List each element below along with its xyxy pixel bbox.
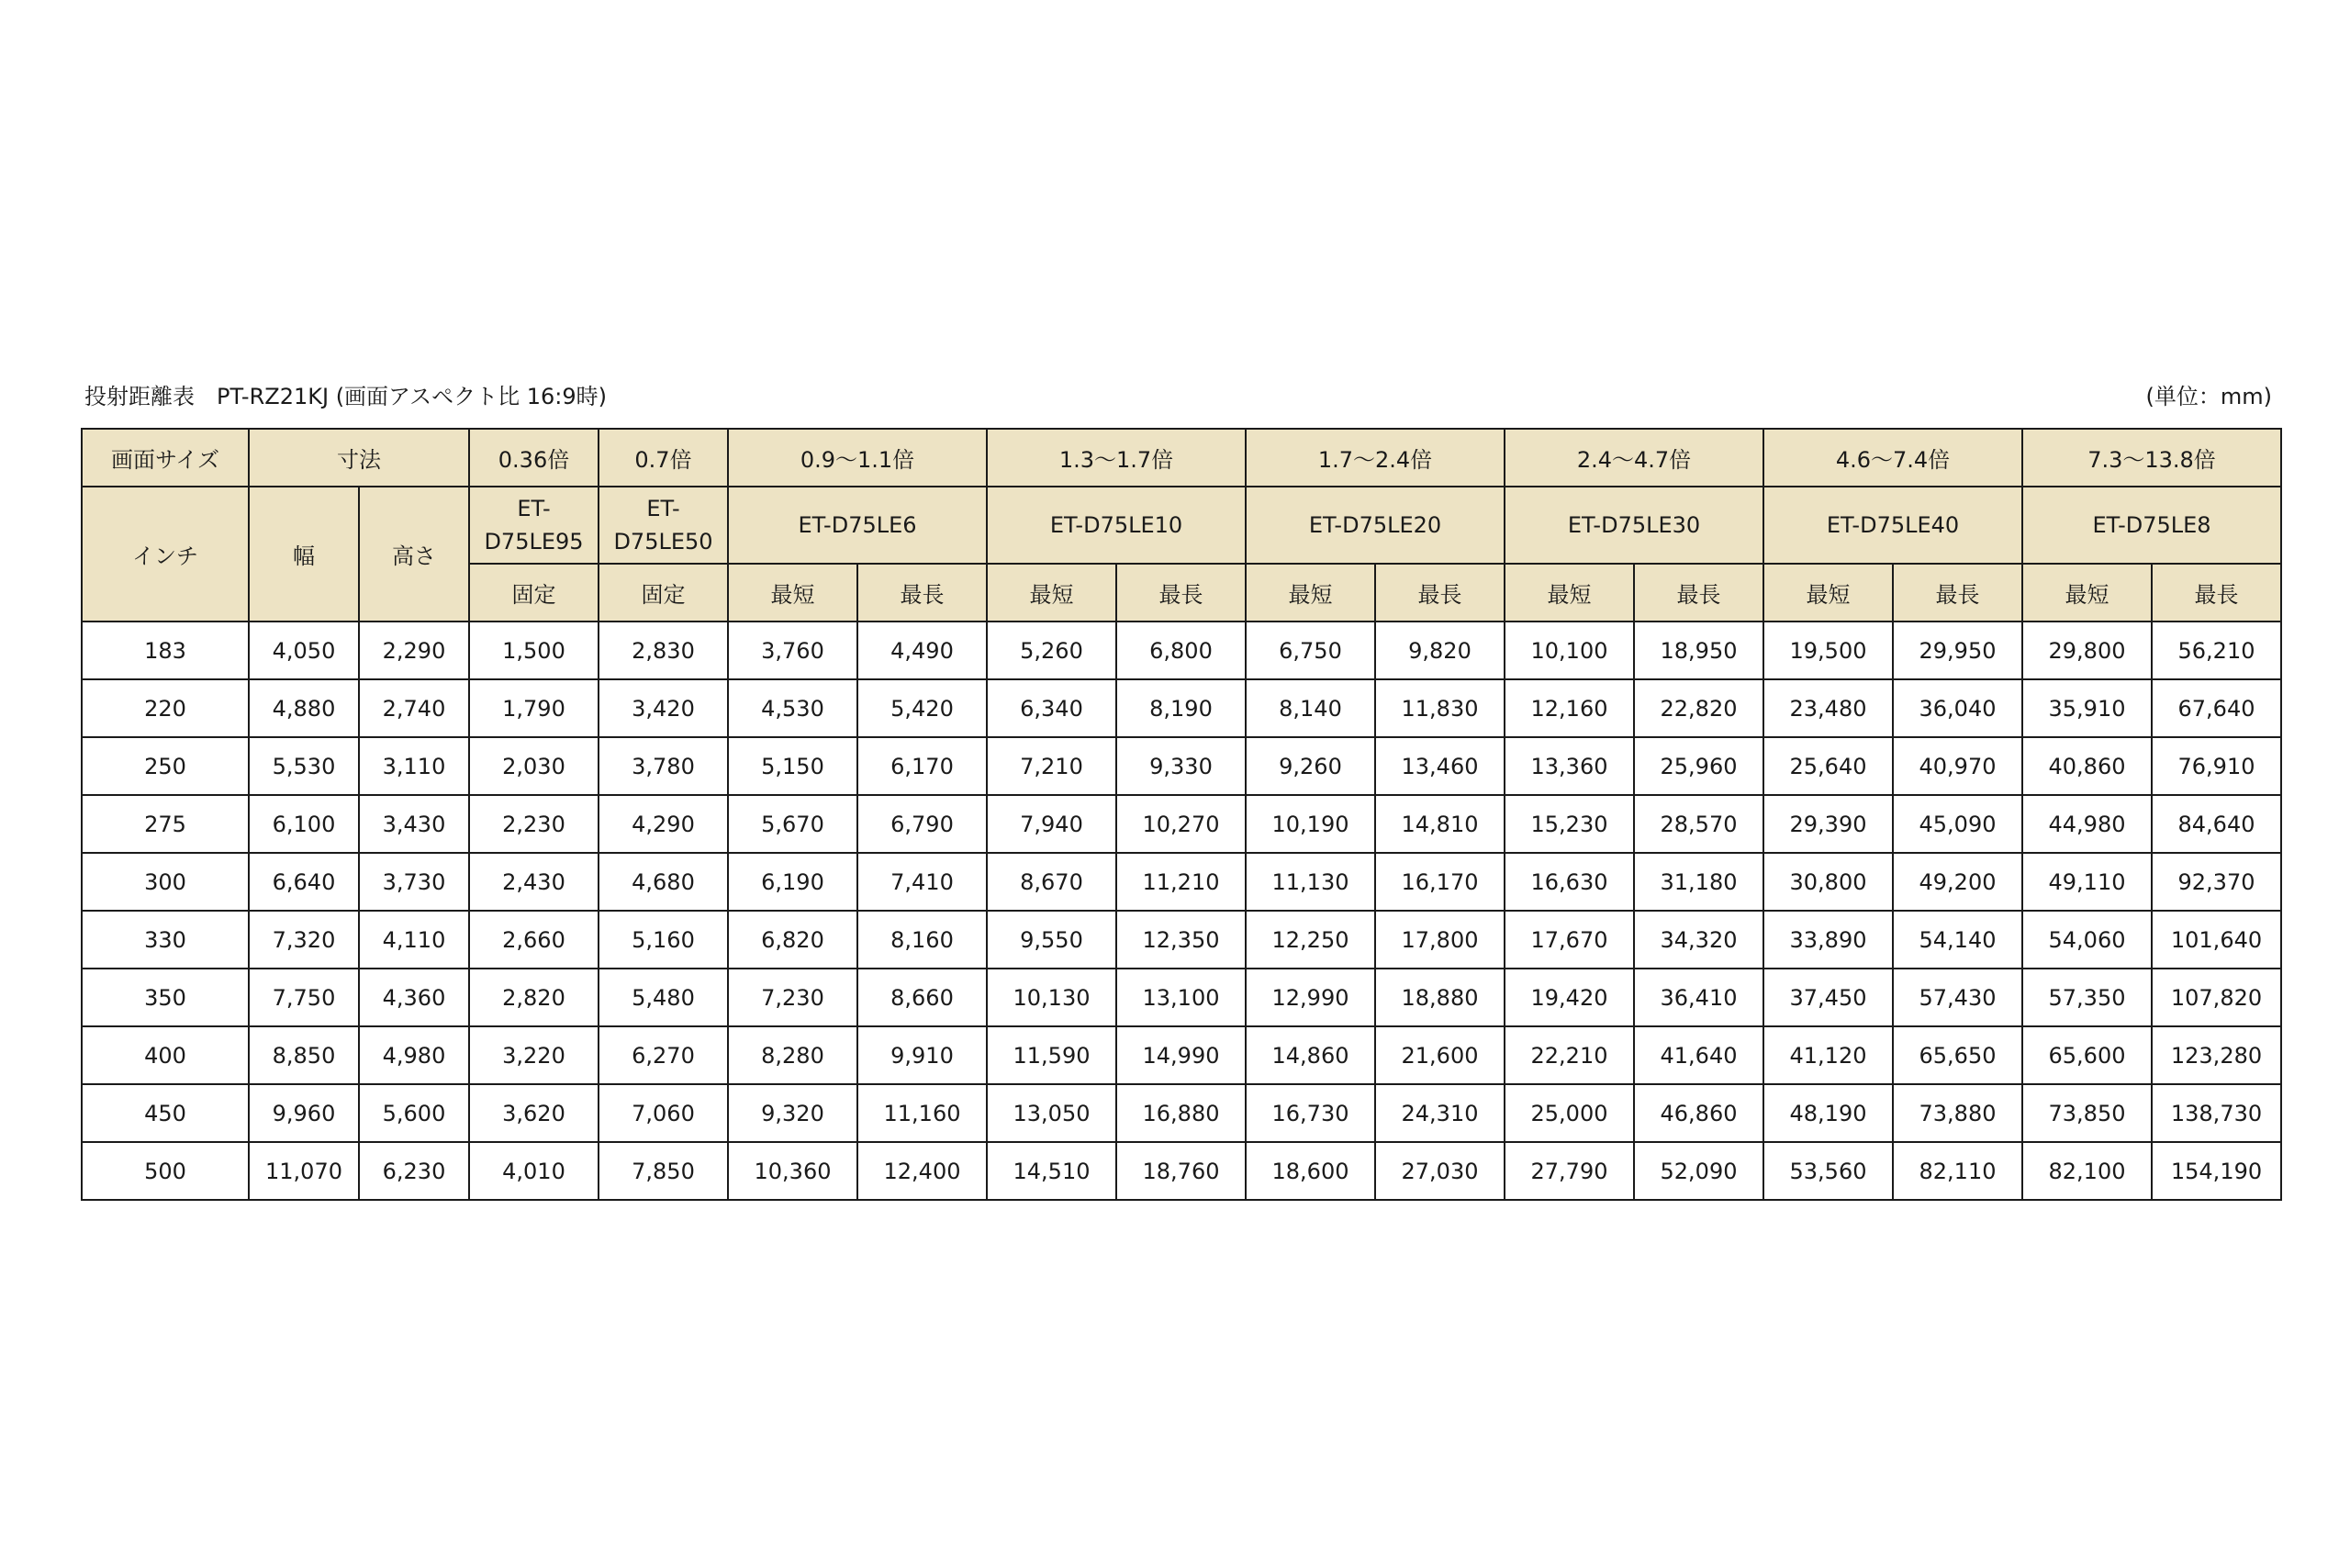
table-cell: 3,220	[469, 1026, 599, 1084]
table-cell: 46,860	[1634, 1084, 1763, 1142]
table-cell: 4,010	[469, 1142, 599, 1200]
header-lens-model: ET-D75LE6	[728, 487, 987, 564]
table-cell: 1,790	[469, 679, 599, 737]
lens-model-line: ET-	[646, 496, 680, 521]
table-cell: 31,180	[1634, 853, 1763, 911]
table-cell: 4,050	[249, 622, 359, 679]
header-longest: 最長	[2152, 564, 2281, 622]
table-cell: 2,030	[469, 737, 599, 795]
table-cell: 2,430	[469, 853, 599, 911]
table-cell: 18,600	[1246, 1142, 1375, 1200]
table-cell: 27,030	[1375, 1142, 1505, 1200]
projection-distance-table	[81, 428, 2282, 1201]
table-cell: 17,670	[1505, 911, 1634, 969]
table-cell: 7,850	[599, 1142, 728, 1200]
table-cell: 92,370	[2152, 853, 2281, 911]
table-row	[82, 1084, 2281, 1142]
table-cell: 3,620	[469, 1084, 599, 1142]
header-shortest: 最短	[1505, 564, 1634, 622]
header-height: 高さ	[359, 487, 469, 622]
table-cell: 5,530	[249, 737, 359, 795]
header-lens-model: ET-D75LE30	[1505, 487, 1763, 564]
table-cell: 3,110	[359, 737, 469, 795]
table-cell: 6,100	[249, 795, 359, 853]
table-cell: 45,090	[1893, 795, 2022, 853]
lens-model-line: ET-	[517, 496, 551, 521]
table-cell: 2,820	[469, 969, 599, 1026]
table-cell: 18,760	[1116, 1142, 1246, 1200]
table-body	[82, 622, 2281, 1200]
header-shortest: 最短	[2022, 564, 2152, 622]
table-cell: 1,500	[469, 622, 599, 679]
header-lens-model: ET-D75LE10	[987, 487, 1246, 564]
table-cell: 4,530	[728, 679, 857, 737]
table-cell: 4,360	[359, 969, 469, 1026]
table-cell: 23,480	[1763, 679, 1893, 737]
table-cell: 11,210	[1116, 853, 1246, 911]
table-cell: 7,410	[857, 853, 987, 911]
table-cell: 10,270	[1116, 795, 1246, 853]
table-cell: 65,600	[2022, 1026, 2152, 1084]
header-ratio: 4.6～7.4倍	[1763, 429, 2022, 487]
table-cell: 14,860	[1246, 1026, 1375, 1084]
table-cell: 3,430	[359, 795, 469, 853]
table-cell: 12,160	[1505, 679, 1634, 737]
table-cell: 13,100	[1116, 969, 1246, 1026]
table-cell: 11,590	[987, 1026, 1116, 1084]
table-cell: 82,110	[1893, 1142, 2022, 1200]
header-ratio: 0.36倍	[469, 429, 599, 487]
table-cell: 40,860	[2022, 737, 2152, 795]
header-longest: 最長	[1375, 564, 1505, 622]
header-ratio: 1.3～1.7倍	[987, 429, 1246, 487]
table-cell: 16,170	[1375, 853, 1505, 911]
table-cell: 57,430	[1893, 969, 2022, 1026]
table-cell: 16,630	[1505, 853, 1634, 911]
table-cell: 10,100	[1505, 622, 1634, 679]
table-cell: 22,210	[1505, 1026, 1634, 1084]
table-cell: 9,330	[1116, 737, 1246, 795]
header-shortest: 最短	[1763, 564, 1893, 622]
table-cell: 5,150	[728, 737, 857, 795]
table-cell: 6,190	[728, 853, 857, 911]
table-header	[82, 429, 2281, 622]
table-cell: 4,980	[359, 1026, 469, 1084]
table-cell: 30,800	[1763, 853, 1893, 911]
table-row	[82, 853, 2281, 911]
table-cell: 6,800	[1116, 622, 1246, 679]
table-cell: 2,230	[469, 795, 599, 853]
table-cell: 35,910	[2022, 679, 2152, 737]
table-cell: 7,940	[987, 795, 1116, 853]
table-title: 投射距離表 PT-RZ21KJ (画面アスペクト比 16:9時)	[84, 384, 607, 409]
table-cell: 25,640	[1763, 737, 1893, 795]
table-cell: 3,420	[599, 679, 728, 737]
table-cell: 29,950	[1893, 622, 2022, 679]
table-cell: 2,660	[469, 911, 599, 969]
table-cell: 101,640	[2152, 911, 2281, 969]
table-cell: 56,210	[2152, 622, 2281, 679]
screen-size-cell: 500	[82, 1142, 249, 1200]
table-row	[82, 622, 2281, 679]
table-cell: 54,060	[2022, 911, 2152, 969]
table-cell: 4,110	[359, 911, 469, 969]
table-caption-row	[83, 378, 2272, 415]
table-cell: 3,760	[728, 622, 857, 679]
table-cell: 9,550	[987, 911, 1116, 969]
table-cell: 16,880	[1116, 1084, 1246, 1142]
table-cell: 5,600	[359, 1084, 469, 1142]
table-cell: 13,050	[987, 1084, 1116, 1142]
table-cell: 54,140	[1893, 911, 2022, 969]
header-fixed: 固定	[469, 564, 599, 622]
table-cell: 14,810	[1375, 795, 1505, 853]
table-cell: 17,800	[1375, 911, 1505, 969]
table-cell: 14,510	[987, 1142, 1116, 1200]
table-cell: 21,600	[1375, 1026, 1505, 1084]
table-cell: 73,850	[2022, 1084, 2152, 1142]
table-cell: 9,910	[857, 1026, 987, 1084]
header-longest: 最長	[857, 564, 987, 622]
table-cell: 7,210	[987, 737, 1116, 795]
table-cell: 11,160	[857, 1084, 987, 1142]
table-cell: 4,290	[599, 795, 728, 853]
table-cell: 7,060	[599, 1084, 728, 1142]
table-cell: 84,640	[2152, 795, 2281, 853]
table-cell: 12,250	[1246, 911, 1375, 969]
table-cell: 76,910	[2152, 737, 2281, 795]
table-cell: 6,230	[359, 1142, 469, 1200]
table-cell: 22,820	[1634, 679, 1763, 737]
table-cell: 25,000	[1505, 1084, 1634, 1142]
table-cell: 29,800	[2022, 622, 2152, 679]
table-cell: 27,790	[1505, 1142, 1634, 1200]
table-cell: 10,190	[1246, 795, 1375, 853]
table-cell: 14,990	[1116, 1026, 1246, 1084]
table-cell: 7,320	[249, 911, 359, 969]
screen-size-cell: 450	[82, 1084, 249, 1142]
screen-size-cell: 275	[82, 795, 249, 853]
header-lens-model: ET-D75LE40	[1763, 487, 2022, 564]
header-ratio: 0.7倍	[599, 429, 728, 487]
screen-size-cell: 183	[82, 622, 249, 679]
header-shortest: 最短	[1246, 564, 1375, 622]
table-cell: 15,230	[1505, 795, 1634, 853]
header-ratio: 0.9～1.1倍	[728, 429, 987, 487]
table-cell: 44,980	[2022, 795, 2152, 853]
table-cell: 6,340	[987, 679, 1116, 737]
table-row	[82, 679, 2281, 737]
header-lens-model: ET-D75LE20	[1246, 487, 1505, 564]
table-cell: 2,290	[359, 622, 469, 679]
table-cell: 6,750	[1246, 622, 1375, 679]
table-cell: 19,500	[1763, 622, 1893, 679]
table-cell: 6,790	[857, 795, 987, 853]
table-cell: 8,190	[1116, 679, 1246, 737]
table-cell: 25,960	[1634, 737, 1763, 795]
table-cell: 49,110	[2022, 853, 2152, 911]
table-cell: 12,400	[857, 1142, 987, 1200]
table-row	[82, 795, 2281, 853]
table-cell: 82,100	[2022, 1142, 2152, 1200]
header-row-ratio	[82, 429, 2281, 487]
table-cell: 4,680	[599, 853, 728, 911]
table-cell: 5,160	[599, 911, 728, 969]
table-cell: 107,820	[2152, 969, 2281, 1026]
table-cell: 24,310	[1375, 1084, 1505, 1142]
table-cell: 53,560	[1763, 1142, 1893, 1200]
table-cell: 6,170	[857, 737, 987, 795]
lens-model-line: D75LE95	[484, 529, 584, 554]
table-cell: 8,160	[857, 911, 987, 969]
table-cell: 11,070	[249, 1142, 359, 1200]
table-cell: 67,640	[2152, 679, 2281, 737]
header-lens-model	[469, 487, 599, 564]
table-cell: 33,890	[1763, 911, 1893, 969]
table-row	[82, 911, 2281, 969]
lens-model-line: D75LE50	[613, 529, 713, 554]
screen-size-cell: 250	[82, 737, 249, 795]
unit-label: (単位：mm)	[2145, 384, 2272, 409]
table-cell: 6,270	[599, 1026, 728, 1084]
table-cell: 4,490	[857, 622, 987, 679]
table-cell: 5,420	[857, 679, 987, 737]
header-shortest: 最短	[728, 564, 857, 622]
table-cell: 10,360	[728, 1142, 857, 1200]
screen-size-cell: 300	[82, 853, 249, 911]
table-cell: 2,830	[599, 622, 728, 679]
table-cell: 9,960	[249, 1084, 359, 1142]
header-row-model	[82, 487, 2281, 564]
table-cell: 3,730	[359, 853, 469, 911]
screen-size-cell: 330	[82, 911, 249, 969]
table-cell: 2,740	[359, 679, 469, 737]
table-row	[82, 737, 2281, 795]
table-cell: 6,640	[249, 853, 359, 911]
table-cell: 8,850	[249, 1026, 359, 1084]
table-cell: 3,780	[599, 737, 728, 795]
table-cell: 40,970	[1893, 737, 2022, 795]
table-cell: 34,320	[1634, 911, 1763, 969]
table-cell: 5,260	[987, 622, 1116, 679]
table-cell: 73,880	[1893, 1084, 2022, 1142]
table-cell: 6,820	[728, 911, 857, 969]
table-cell: 8,140	[1246, 679, 1375, 737]
table-cell: 7,750	[249, 969, 359, 1026]
table-cell: 8,660	[857, 969, 987, 1026]
header-ratio: 7.3～13.8倍	[2022, 429, 2281, 487]
header-longest: 最長	[1634, 564, 1763, 622]
table-cell: 18,880	[1375, 969, 1505, 1026]
screen-size-cell: 350	[82, 969, 249, 1026]
table-cell: 11,130	[1246, 853, 1375, 911]
header-inch: インチ	[82, 487, 249, 622]
table-cell: 4,880	[249, 679, 359, 737]
table-cell: 28,570	[1634, 795, 1763, 853]
header-dimensions: 寸法	[249, 429, 469, 487]
table-cell: 48,190	[1763, 1084, 1893, 1142]
table-cell: 49,200	[1893, 853, 2022, 911]
header-ratio: 1.7～2.4倍	[1246, 429, 1505, 487]
table-cell: 57,350	[2022, 969, 2152, 1026]
header-width: 幅	[249, 487, 359, 622]
table-cell: 12,990	[1246, 969, 1375, 1026]
header-longest: 最長	[1116, 564, 1246, 622]
header-screen-size: 画面サイズ	[82, 429, 249, 487]
header-longest: 最長	[1893, 564, 2022, 622]
table-cell: 5,480	[599, 969, 728, 1026]
table-cell: 18,950	[1634, 622, 1763, 679]
screen-size-cell: 400	[82, 1026, 249, 1084]
table-cell: 52,090	[1634, 1142, 1763, 1200]
table-cell: 10,130	[987, 969, 1116, 1026]
header-lens-model: ET-D75LE8	[2022, 487, 2281, 564]
header-ratio: 2.4～4.7倍	[1505, 429, 1763, 487]
screen-size-cell: 220	[82, 679, 249, 737]
table-cell: 7,230	[728, 969, 857, 1026]
table-cell: 41,640	[1634, 1026, 1763, 1084]
table-row	[82, 969, 2281, 1026]
table-cell: 138,730	[2152, 1084, 2281, 1142]
table-cell: 65,650	[1893, 1026, 2022, 1084]
header-shortest: 最短	[987, 564, 1116, 622]
table-cell: 9,320	[728, 1084, 857, 1142]
table-cell: 13,460	[1375, 737, 1505, 795]
table-cell: 12,350	[1116, 911, 1246, 969]
table-cell: 11,830	[1375, 679, 1505, 737]
table-cell: 5,670	[728, 795, 857, 853]
table-row	[82, 1142, 2281, 1200]
table-cell: 9,260	[1246, 737, 1375, 795]
header-lens-model	[599, 487, 728, 564]
table-cell: 41,120	[1763, 1026, 1893, 1084]
table-cell: 123,280	[2152, 1026, 2281, 1084]
table-cell: 8,670	[987, 853, 1116, 911]
table-cell: 36,410	[1634, 969, 1763, 1026]
header-fixed: 固定	[599, 564, 728, 622]
table-row	[82, 1026, 2281, 1084]
table-cell: 37,450	[1763, 969, 1893, 1026]
table-cell: 16,730	[1246, 1084, 1375, 1142]
table-cell: 19,420	[1505, 969, 1634, 1026]
table-cell: 9,820	[1375, 622, 1505, 679]
table-cell: 13,360	[1505, 737, 1634, 795]
table-cell: 36,040	[1893, 679, 2022, 737]
table-cell: 154,190	[2152, 1142, 2281, 1200]
table-cell: 8,280	[728, 1026, 857, 1084]
table-cell: 29,390	[1763, 795, 1893, 853]
